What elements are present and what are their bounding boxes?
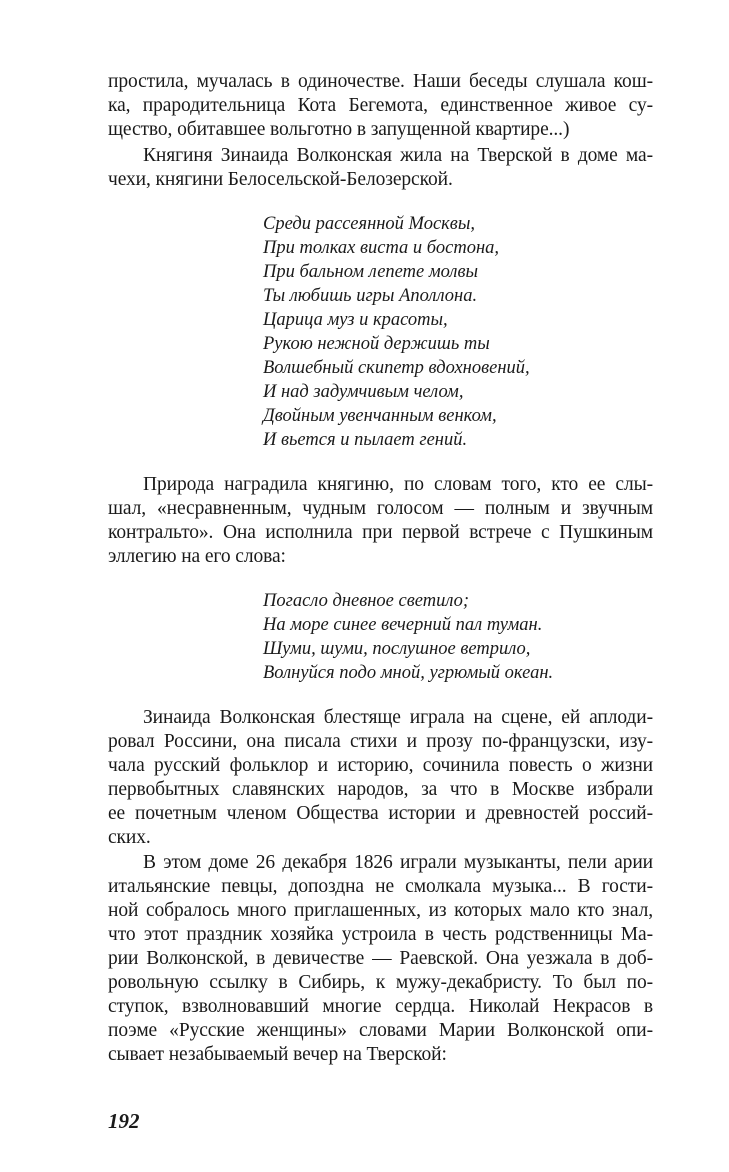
- verse-line: При бальном лепете молвы: [263, 262, 479, 282]
- verse-line: Волнуйся подо мной, угрюмый океан.: [263, 663, 554, 683]
- verse-line: Ты любишь игры Аполлона.: [263, 286, 478, 306]
- verse-line: Погасло дневное светило;: [263, 591, 470, 611]
- text-line: щество, обитавшее вольготно в запущенной квартире...): [108, 119, 570, 140]
- text-line: эллегию на его слова:: [108, 546, 286, 567]
- text-line: сывает незабываемый вечер на Тверской:: [108, 1044, 447, 1065]
- text-line: чехи, княгини Белосельской-Белозерской.: [108, 169, 453, 190]
- verse-line: Рукою нежной держишь ты: [263, 334, 490, 354]
- verse-line: На море синее вечерний пал туман.: [263, 615, 543, 635]
- text-line: ее почетным членом Общества истории и древностей россий-: [108, 803, 653, 824]
- text-line: контральто». Она исполнила при первой встрече с Пушкиным: [108, 522, 653, 543]
- text-line: Княгиня Зинаида Волконская жила на Тверской в доме ма-: [143, 145, 653, 166]
- text-line: ка, прародительница Кота Бегемота, единственное живое су-: [108, 95, 653, 116]
- text-line: рии Волконской, в девичестве — Раевской. Она уезжала в доб-: [108, 948, 653, 969]
- text-line: ной собралось много приглашенных, из которых мало кто знал,: [108, 900, 653, 921]
- text-line: Природа наградила княгиню, по словам того, кто ее слы-: [143, 474, 653, 495]
- text-line: поэме «Русские женщины» словами Марии Волконской опи-: [108, 1020, 653, 1041]
- verse-line: Волшебный скипетр вдохновений,: [263, 358, 530, 378]
- verse-line: Царица муз и красоты,: [263, 310, 448, 330]
- text-line: итальянские певцы, допоздна не смолкала музыка... В гости-: [108, 876, 653, 897]
- text-line: чала русский фольклор и историю, сочинила повесть о жизни: [108, 755, 653, 776]
- text-line: ских.: [108, 827, 151, 848]
- text-line: первобытных славянских народов, за что в Москве избрали: [108, 779, 653, 800]
- text-line: ровал Россини, она писала стихи и прозу по-французски, изу-: [108, 731, 653, 752]
- page-number: 192: [108, 1109, 140, 1133]
- verse-line: И вьется и пылает гений.: [263, 430, 468, 450]
- text-line: Зинаида Волконская блестяще играла на сцене, ей аплоди-: [143, 707, 653, 728]
- verse-line: Среди рассеянной Москвы,: [263, 214, 475, 234]
- text-line: что этот праздник хозяйка устроила в честь родственницы Ма-: [108, 924, 653, 945]
- text-line: ровольную ссылку в Сибирь, к мужу-декабристу. То был по-: [108, 972, 653, 993]
- text-line: простила, мучалась в одиночестве. Наши беседы слушала кош-: [108, 71, 653, 92]
- verse-line: Двойным увенчанным венком,: [263, 406, 497, 426]
- text-line: В этом доме 26 декабря 1826 играли музыканты, пели арии: [143, 852, 653, 873]
- text-line: ступок, взволновавший многие сердца. Николай Некрасов в: [108, 996, 653, 1017]
- text-line: шал, «несравненным, чудным голосом — полным и звучным: [108, 498, 653, 519]
- verse-line: Шуми, шуми, послушное ветрило,: [263, 639, 531, 659]
- verse-line: И над задумчивым челом,: [263, 382, 464, 402]
- verse-line: При толках виста и бостона,: [263, 238, 499, 258]
